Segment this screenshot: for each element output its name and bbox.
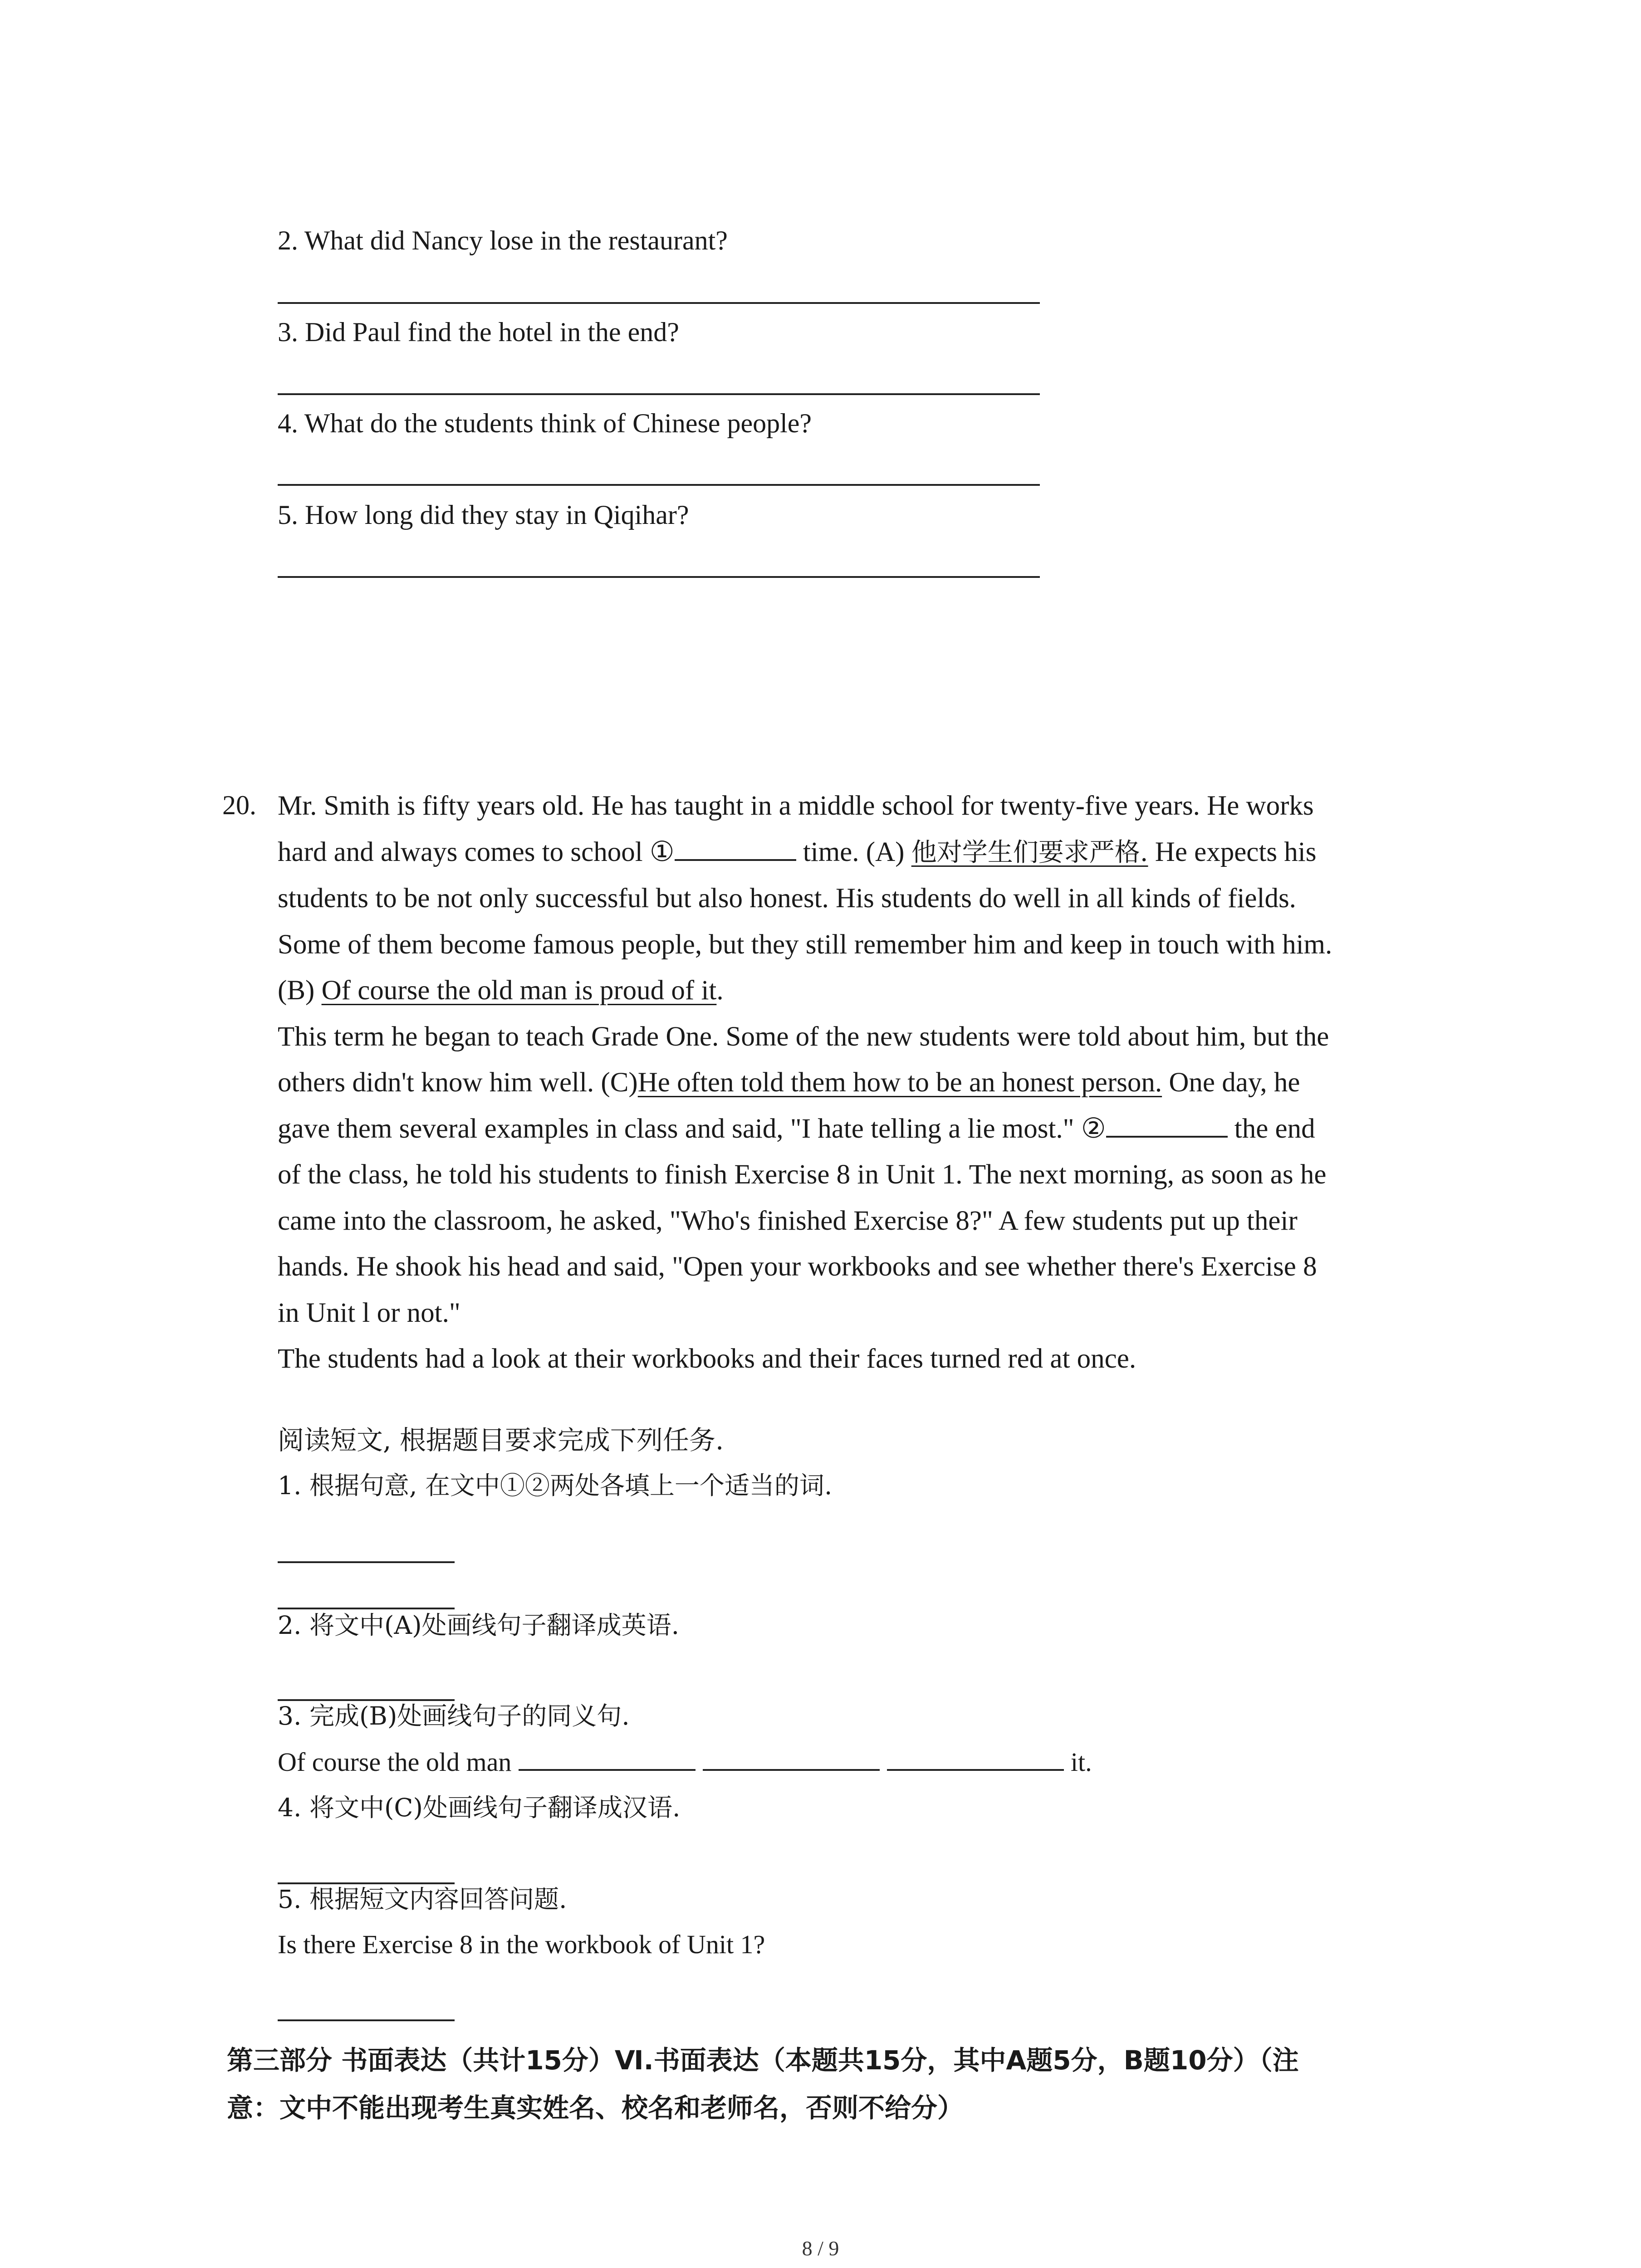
passage-line: Mr. Smith is fifty years old. He has taught in a middle school for twenty-five years. He works — [278, 791, 1314, 821]
task-2: 2. 将文中(A)处画线句子翻译成英语. — [278, 1611, 680, 1640]
page-number: 8 / 9 — [802, 2237, 839, 2260]
passage-line: of the class, he told his students to finish Exercise 8 in Unit 1. The next morning, as soon as he — [278, 1159, 1327, 1190]
reading-passage — [278, 783, 1457, 1382]
task-3-sentence: Of course the old man it. — [278, 1747, 1092, 1777]
passage-line: hands. He shook his head and said, "Open your workbooks and see whether there's Exercise 8 — [278, 1251, 1317, 1282]
passage-line: others didn't know him well. (C)He often told them how to be an honest person. One day, he — [278, 1067, 1300, 1098]
question-3: 3. Did Paul find the hotel in the end? — [278, 317, 679, 347]
passage-line: gave them several examples in class and said, "I hate telling a lie most." ② the end — [278, 1106, 1457, 1152]
passage-line: This term he began to teach Grade One. Some of the new students were told about him, but the — [278, 1021, 1329, 1052]
fill-blank — [519, 1746, 696, 1771]
item-number: 20. — [222, 790, 256, 820]
section-heading-line: 意：文中不能出现考生真实姓名、校名和老师名，否则不给分） — [227, 2092, 964, 2123]
task-intro: 阅读短文, 根据题目要求完成下列任务. — [278, 1425, 724, 1456]
answer-line-3 — [278, 393, 1040, 395]
task-1: 1. 根据句意, 在文中①②两处各填上一个适当的词. — [278, 1471, 833, 1500]
passage-line: came into the classroom, he asked, "Who's finished Exercise 8?" A few students put up their — [278, 1205, 1298, 1236]
passage-line: students to be not only successful but also honest. His students do well in all kinds of fields. — [278, 883, 1296, 914]
blank-2 — [1106, 1112, 1228, 1138]
task-5-question: Is there Exercise 8 in the workbook of Unit 1? — [278, 1930, 765, 1959]
answer-line-5 — [278, 576, 1040, 578]
passage-line: Some of them become famous people, but they still remember him and keep in touch with him. — [278, 929, 1332, 960]
task-5: 5. 根据短文内容回答问题. — [278, 1885, 567, 1914]
passage-line: in Unit l or not." — [278, 1297, 460, 1328]
answer-line-t1a — [278, 1561, 455, 1563]
passage-line: (B) Of course the old man is proud of it. — [278, 975, 724, 1006]
question-2: 2. What did Nancy lose in the restaurant? — [278, 225, 728, 255]
fill-blank — [703, 1746, 880, 1771]
passage-line: hard and always comes to school ① time. (A) 他对学生们要求严格. He expects his — [278, 829, 1457, 876]
question-5: 5. How long did they stay in Qiqihar? — [278, 500, 689, 530]
fill-blank — [887, 1746, 1064, 1771]
answer-line-4 — [278, 484, 1040, 486]
blank-1 — [675, 836, 796, 861]
question-4: 4. What do the students think of Chinese people? — [278, 408, 812, 438]
underlined-sentence-b: Of course the old man is proud of it — [321, 975, 717, 1006]
task-4: 4. 将文中(C)处画线句子翻译成汉语. — [278, 1793, 681, 1822]
task-3: 3. 完成(B)处画线句子的同义句. — [278, 1701, 630, 1730]
answer-line-t5 — [278, 2019, 455, 2021]
passage-line: The students had a look at their workbooks and their faces turned red at once. — [278, 1344, 1136, 1374]
section-heading-line: 第三部分 书面表达（共计15分）Ⅵ.书面表达（本题共15分，其中A题5分，B题10分）（注 — [227, 2045, 1299, 2076]
underlined-sentence-a: 他对学生们要求严格. — [911, 837, 1148, 867]
section-heading — [227, 2037, 1479, 2132]
underlined-sentence-c: He often told them how to be an honest person. — [637, 1067, 1162, 1098]
answer-line-2 — [278, 302, 1040, 304]
